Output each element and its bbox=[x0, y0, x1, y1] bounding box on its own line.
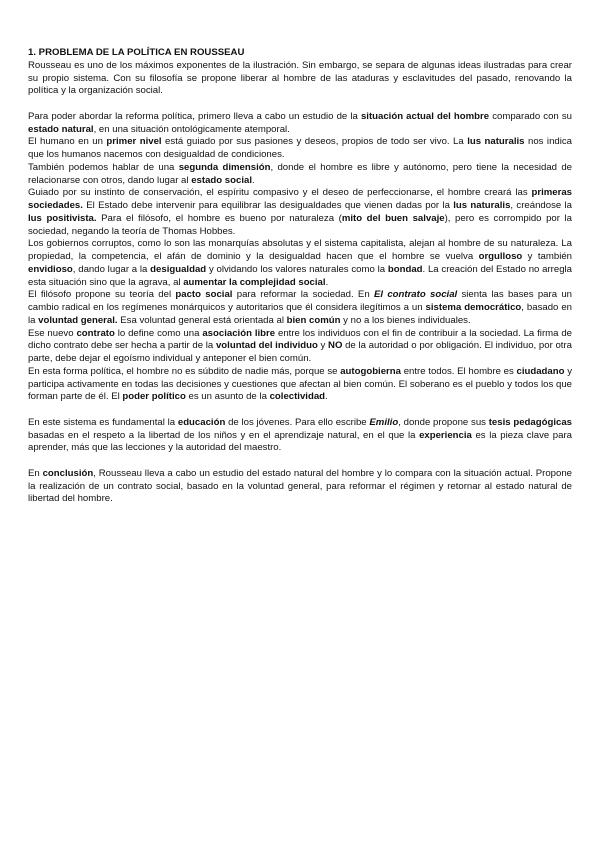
paragraph-pacto-social: El filósofo propone su teoría del pacto social para reformar la sociedad. En El contrato social sienta las bases para un cambio radical en los regímenes monárquicos y autoritarios que él considera ilegítimos a un sistema democrático, basado en la voluntad general. Esa voluntad general está orientada al bien común y no a los bienes individuales. bbox=[28, 289, 573, 326]
paragraph-segunda-dimension: También podemos hablar de una segunda dimensión, donde el hombre es libre y autónomo, pero tiene la necesidad de relacionarse con otros, dando lugar al estado social. bbox=[28, 161, 572, 186]
paragraph-educacion: En este sistema es fundamental la educación de los jóvenes. Para ello escribe Emilio, donde propone sus tesis pedagógicas basadas en el respeto a la libertad de los niños y en el aprendizaje natural, en el que la experiencia es la pieza clave para aprender, más que las lecciones y la autoridad del maestro. bbox=[28, 416, 572, 454]
paragraph-forma-politica: En esta forma política, el hombre no es súbdito de nadie más, porque se autogobierna entre todos. El hombre es ciudadano y participa activamente en todas las decisiones y cuestiones que afectan al bien común. El soberano es el pueblo y todos los que forman parte de él. El poder político es un asunto de la colectividad. bbox=[28, 365, 573, 403]
paragraph-primeras-sociedades: Guiado por su instinto de conservación, el espíritu compasivo y el deseo de perfeccionarse, el hombre creará las primeras sociedades. El Estado debe intervenir para equilibrar las desigualdades que vienen dadas por la lus naturalis, creándose la lus positivista. Para el filósofo, el hombre es bueno por naturaleza (mito del buen salvaje), pero es corrompido por la sociedad, negando la teoría de Thomas Hobbes. bbox=[28, 187, 573, 237]
paragraph-reforma: Para poder abordar la reforma política, primero lleva a cabo un estudio de la situación actual del hombre comparado con su estado natural, en una situación ontológicamente atemporal. bbox=[28, 110, 572, 135]
paragraph-primer-nivel: El humano en un primer nivel está guiado por sus pasiones y deseos, propios de todo ser vivo. La lus naturalis nos indica que los humanos nacemos con desigualdad de condiciones. bbox=[28, 136, 572, 160]
paragraph-contrato: Ese nuevo contrato lo define como una asociación libre entre los individuos con el fin de contribuir a la sociedad. La firma de dicho contrato debe ser hecha a partir de la voluntad del individuo y NO de la autoridad o por obligación. El individuo, por otra parte, debe dejar el egoísmo individual y anteponer el bien común. bbox=[28, 327, 573, 364]
paragraph-intro: Rousseau es uno de los máximos exponentes de la ilustración. Sin embargo, se separa de algunas ideas ilustradas para crear su propio sistema. Con su filosofía se propone liberar al hombre de las ataduras y esclavitudes del pasado, renovando la política y la organización social. bbox=[28, 59, 572, 97]
paragraph-gobiernos-corruptos: Los gobiernos corruptos, como lo son las monarquías absolutas y el sistema capitalista, alejan al hombre de su naturaleza. La propiedad, la competencia, el afán de dominio y la desigualdad hacen que el hombre se vuelva orgulloso y también envidioso, dando lugar a la desigualdad y olvidando los valores naturales como la bondad. La creación del Estado no arregla esta situación sino que la agrava, al aumentar la complejidad social. bbox=[28, 238, 573, 288]
paragraph-conclusion: En conclusión, Rousseau lleva a cabo un estudio del estado natural del hombre y lo compara con la situación actual. Propone la realización de un contrato social, basado en la voluntad general, para reformar el régimen y retornar al estado natural de libertad del hombre. bbox=[28, 467, 572, 505]
document-title: 1. PROBLEMA DE LA POLÍTICA EN ROUSSEAU bbox=[28, 47, 245, 58]
document-body bbox=[28, 47, 572, 506]
